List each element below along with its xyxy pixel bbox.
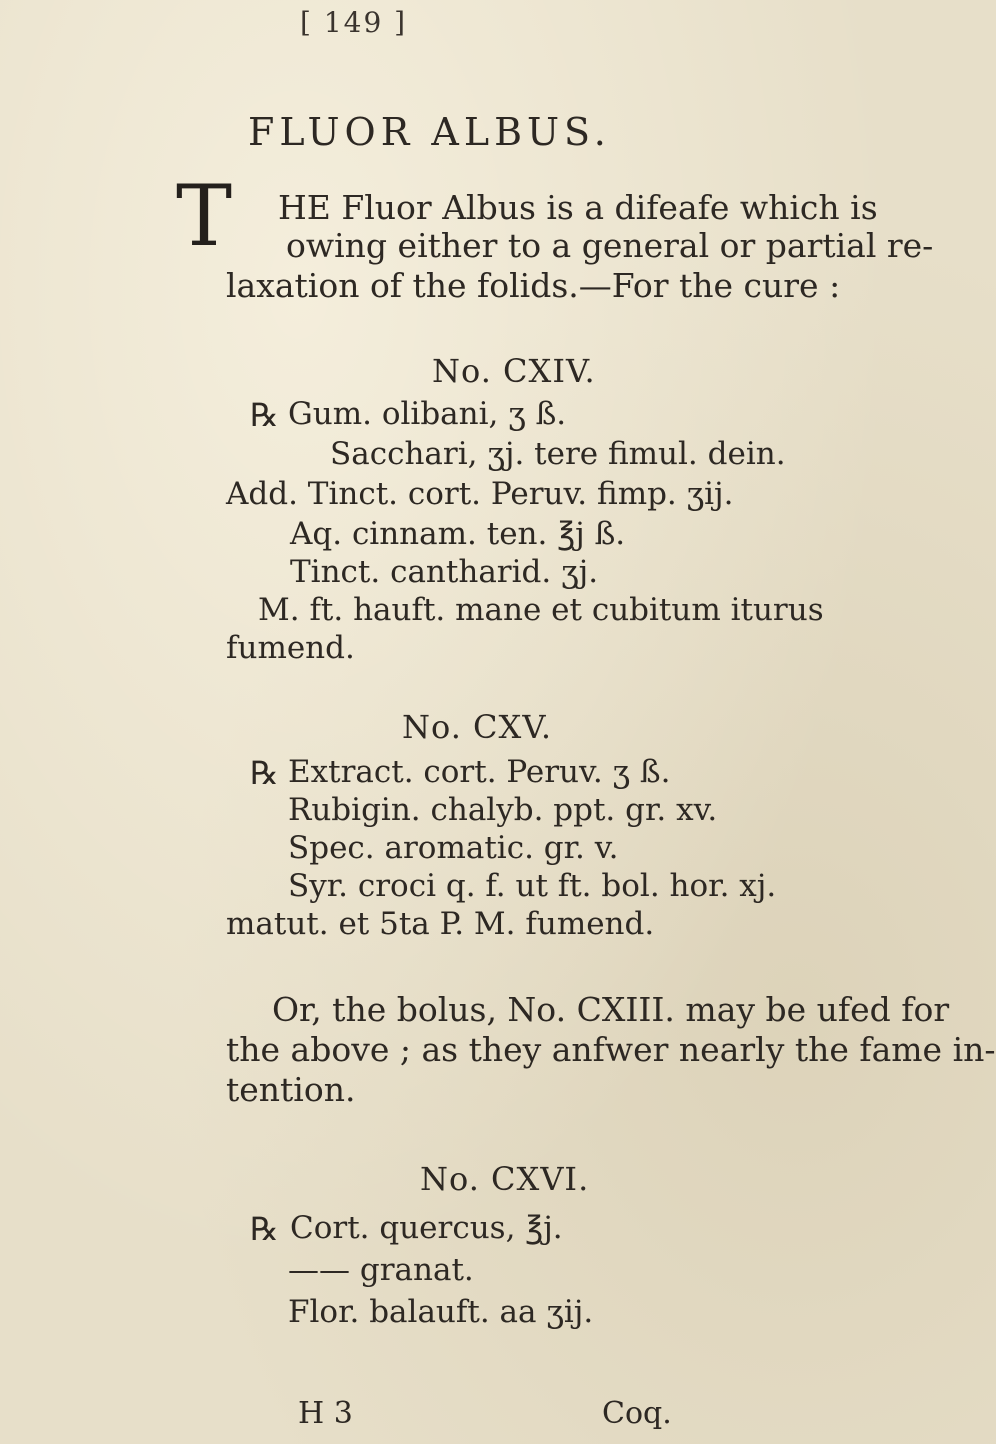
rx-symbol: ℞: [250, 396, 279, 434]
recipe-line: Add. Tinct. cort. Peruv. fimp. ʒij.: [226, 476, 734, 512]
paragraph-line-1: Or, the bolus, No. CXIII. may be ufed for: [272, 990, 950, 1029]
intro-line-2: owing either to a general or partial re-: [286, 226, 934, 265]
recipe-number: No. CXV.: [402, 708, 552, 746]
recipe-number: No. CXVI.: [420, 1160, 590, 1198]
intro-line-3: laxation of the folids.—For the cure :: [226, 266, 841, 305]
rx-symbol: ℞: [250, 1210, 279, 1248]
drop-cap: T: [176, 167, 233, 265]
recipe-line: Aq. cinnam. ten. ℥j ß.: [290, 516, 626, 552]
recipe-line: Cort. quercus, ℥j.: [290, 1210, 563, 1246]
recipe-number: No. CXIV.: [432, 352, 596, 390]
recipe-line: Sacchari, ʒj. tere fimul. dein.: [330, 436, 786, 472]
paragraph-line-3: tention.: [226, 1070, 356, 1109]
chapter-heading: FLUOR ALBUS.: [248, 110, 611, 154]
rx-symbol: ℞: [250, 754, 279, 792]
signature-mark: H 3: [298, 1396, 353, 1431]
catchword: Coq.: [602, 1396, 672, 1431]
recipe-line: matut. et 5ta P. M. fumend.: [226, 906, 655, 942]
recipe-line: fumend.: [226, 630, 355, 666]
recipe-line: Rubigin. chalyb. ppt. gr. xv.: [288, 792, 718, 828]
paragraph-line-2: the above ; as they anfwer nearly the fame in-: [226, 1030, 996, 1069]
recipe-line: Flor. balauft. aa ʒij.: [288, 1294, 594, 1330]
recipe-line: —— granat.: [288, 1252, 474, 1288]
recipe-line: Syr. croci q. f. ut ft. bol. hor. xj.: [288, 868, 777, 904]
recipe-line: Gum. olibani, ʒ ß.: [288, 396, 567, 432]
intro-line-1: HE Fluor Albus is a difeafe which is: [278, 188, 878, 227]
recipe-line: Extract. cort. Peruv. ʒ ß.: [288, 754, 671, 790]
recipe-line: M. ft. hauft. mane et cubitum iturus: [258, 592, 824, 628]
recipe-line: Tinct. cantharid. ʒj.: [290, 554, 599, 590]
recipe-line: Spec. aromatic. gr. v.: [288, 830, 619, 866]
page-number: [ 149 ]: [300, 6, 408, 39]
